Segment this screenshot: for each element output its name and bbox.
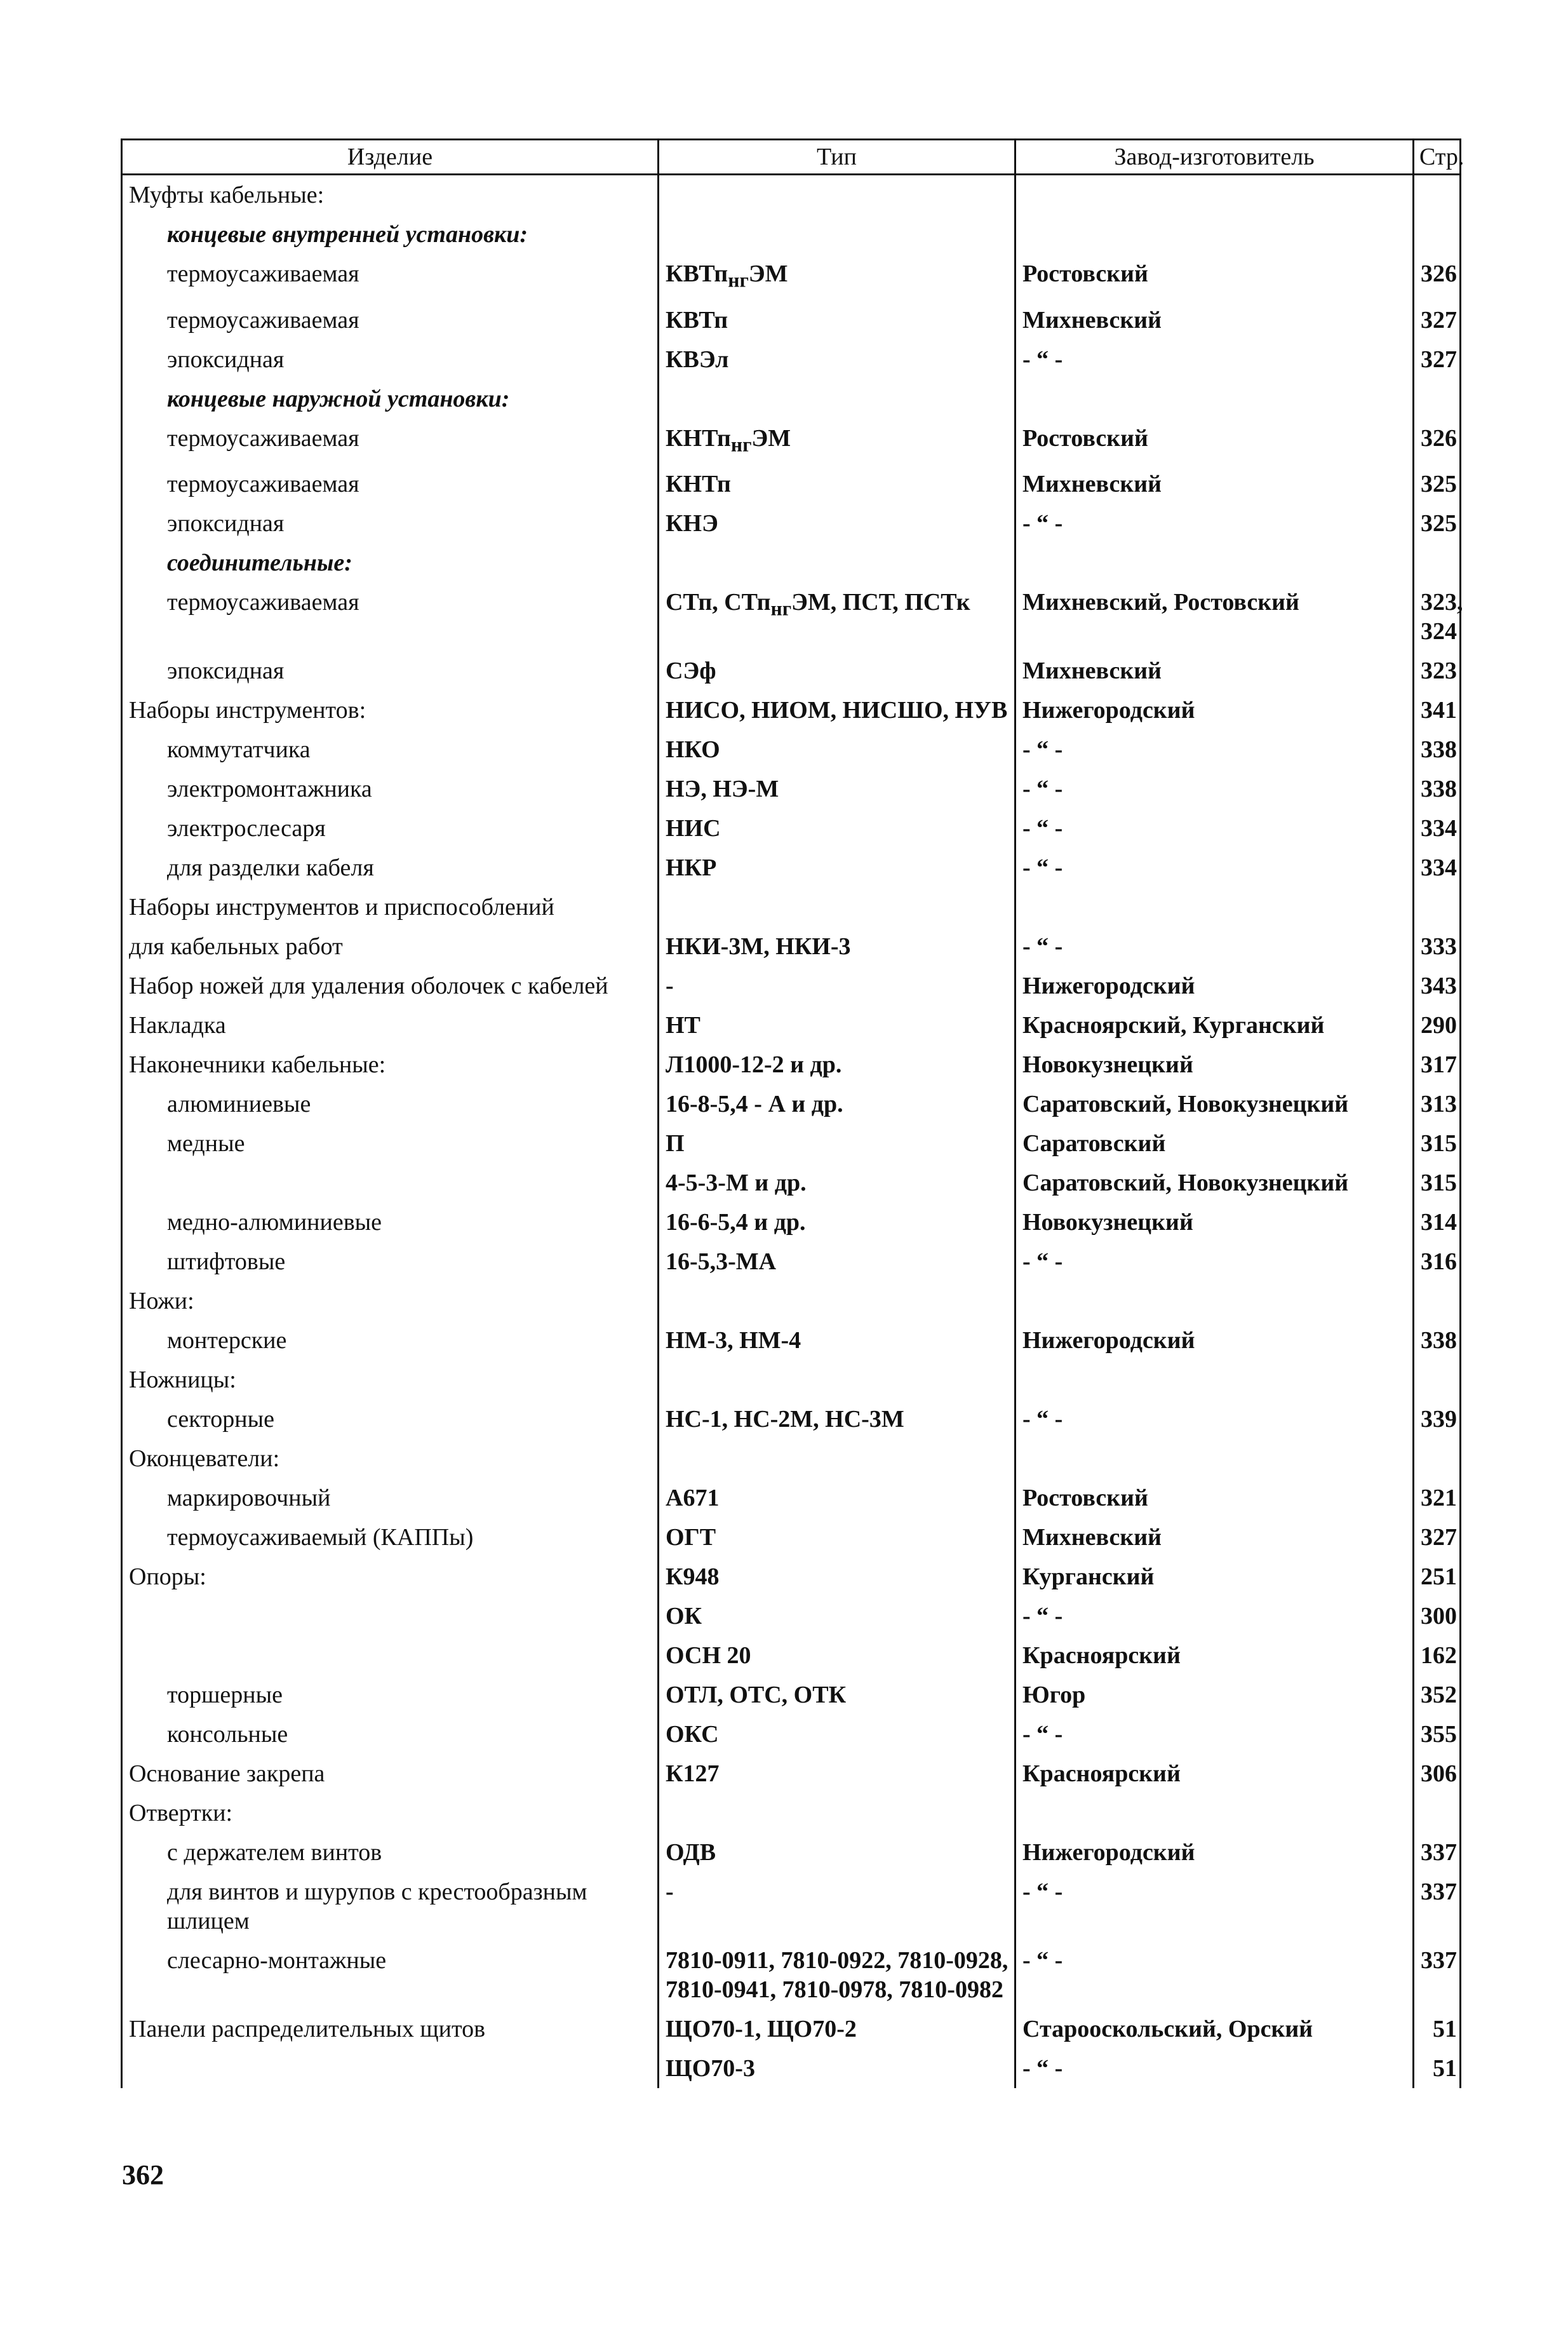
cell-maker: Красноярский — [1015, 1754, 1414, 1793]
cell-product: Набор ножей для удаления оболочек с кабелей — [122, 966, 659, 1006]
table-row — [122, 1045, 1461, 1084]
cell-type: НТ — [659, 1006, 1015, 1045]
table-row — [122, 175, 1461, 215]
cell-maker: - “ - — [1015, 769, 1414, 809]
cell-type — [659, 175, 1015, 215]
cell-type — [659, 1281, 1015, 1321]
cell-maker: Михневский, Ростовский — [1015, 583, 1414, 651]
cell-page — [1414, 175, 1461, 215]
cell-maker — [1015, 379, 1414, 419]
cell-product: коммутатчика — [122, 730, 659, 769]
table-row — [122, 1321, 1461, 1360]
cell-maker: - “ - — [1015, 1872, 1414, 1941]
cell-page: 338 — [1414, 1321, 1461, 1360]
cell-maker: Нижегородский — [1015, 1833, 1414, 1872]
cell-product: эпоксидная — [122, 651, 659, 691]
cell-product: Ножи: — [122, 1281, 659, 1321]
cell-product: Накладка — [122, 1006, 659, 1045]
cell-maker: Ростовский — [1015, 254, 1414, 300]
cell-page: 337 — [1414, 1941, 1461, 2009]
cell-product: Наборы инструментов и приспособлений — [122, 887, 659, 927]
table-row — [122, 769, 1461, 809]
cell-product: термоусаживаемая — [122, 300, 659, 340]
table-row — [122, 1203, 1461, 1242]
table-row — [122, 1518, 1461, 1557]
cell-product: Наборы инструментов: — [122, 691, 659, 730]
header-maker: Завод-изготовитель — [1015, 140, 1414, 175]
cell-page: 325 — [1414, 464, 1461, 504]
cell-product: термоусаживаемая — [122, 583, 659, 651]
cell-type: НЭ, НЭ-М — [659, 769, 1015, 809]
cell-type: Л1000-12-2 и др. — [659, 1045, 1015, 1084]
cell-page: 343 — [1414, 966, 1461, 1006]
table-row — [122, 254, 1461, 300]
cell-type: НМ-3, НМ-4 — [659, 1321, 1015, 1360]
cell-type: П — [659, 1124, 1015, 1163]
cell-maker — [1015, 1439, 1414, 1478]
cell-type: КВТп — [659, 300, 1015, 340]
cell-maker: Новокузнецкий — [1015, 1045, 1414, 1084]
cell-type: ОДВ — [659, 1833, 1015, 1872]
cell-type — [659, 887, 1015, 927]
cell-maker: - “ - — [1015, 809, 1414, 848]
table-row — [122, 651, 1461, 691]
cell-page: 355 — [1414, 1715, 1461, 1754]
cell-product: торшерные — [122, 1675, 659, 1715]
table-row — [122, 966, 1461, 1006]
cell-type — [659, 379, 1015, 419]
cell-page: 321 — [1414, 1478, 1461, 1518]
cell-maker: - “ - — [1015, 504, 1414, 543]
cell-page: 306 — [1414, 1754, 1461, 1793]
cell-maker — [1015, 215, 1414, 254]
table-row — [122, 927, 1461, 966]
header-product: Изделие — [122, 140, 659, 175]
cell-type: КНТп$_{нг}$ЭМ — [659, 419, 1015, 465]
cell-product: для винтов и шурупов с крестообразным шлицем — [122, 1872, 659, 1941]
cell-maker: - “ - — [1015, 1242, 1414, 1281]
cell-type: ОГТ — [659, 1518, 1015, 1557]
cell-product: термоусаживаемая — [122, 254, 659, 300]
cell-product: электрослесаря — [122, 809, 659, 848]
table-row — [122, 583, 1461, 651]
cell-type: 7810-0911, 7810-0922, 7810-0928, 7810-0941, 7810-0978, 7810-0982 — [659, 1941, 1015, 2009]
cell-type: НИСО, НИОМ, НИСШО, НУВ — [659, 691, 1015, 730]
cell-page — [1414, 543, 1461, 583]
cell-type: ЩО70-1, ЩО70-2 — [659, 2009, 1015, 2049]
cell-type: - — [659, 1872, 1015, 1941]
cell-page: 337 — [1414, 1872, 1461, 1941]
cell-page: 341 — [1414, 691, 1461, 730]
cell-product — [122, 1636, 659, 1675]
cell-maker — [1015, 887, 1414, 927]
table-row — [122, 1360, 1461, 1400]
cell-maker — [1015, 1360, 1414, 1400]
table-row — [122, 1872, 1461, 1941]
table-row — [122, 1478, 1461, 1518]
cell-type — [659, 1439, 1015, 1478]
cell-type: КВТп$_{нг}$ЭМ — [659, 254, 1015, 300]
cell-maker: Михневский — [1015, 1518, 1414, 1557]
cell-product — [122, 1163, 659, 1203]
cell-maker: - “ - — [1015, 1596, 1414, 1636]
cell-product: маркировочный — [122, 1478, 659, 1518]
cell-maker: - “ - — [1015, 848, 1414, 887]
catalog-table — [121, 138, 1464, 2088]
table-row — [122, 848, 1461, 887]
cell-product: монтерские — [122, 1321, 659, 1360]
cell-page: 51 — [1414, 2049, 1461, 2088]
cell-maker: Югор — [1015, 1675, 1414, 1715]
cell-page — [1414, 1281, 1461, 1321]
cell-maker: - “ - — [1015, 1941, 1414, 2009]
cell-page: 162 — [1414, 1636, 1461, 1675]
cell-type: 16-5,3-МА — [659, 1242, 1015, 1281]
cell-type: ОСН 20 — [659, 1636, 1015, 1675]
cell-maker: - “ - — [1015, 2049, 1414, 2088]
cell-page: 334 — [1414, 809, 1461, 848]
table-row — [122, 1557, 1461, 1596]
table-row — [122, 1084, 1461, 1124]
cell-type — [659, 1793, 1015, 1833]
cell-type: ЩО70-3 — [659, 2049, 1015, 2088]
cell-product: концевые внутренней установки: — [122, 215, 659, 254]
cell-maker: - “ - — [1015, 1400, 1414, 1439]
cell-product: Ножницы: — [122, 1360, 659, 1400]
cell-maker: Красноярский, Курганский — [1015, 1006, 1414, 1045]
cell-product: Муфты кабельные: — [122, 175, 659, 215]
cell-page: 300 — [1414, 1596, 1461, 1636]
cell-product: электромонтажника — [122, 769, 659, 809]
cell-maker: - “ - — [1015, 730, 1414, 769]
cell-product: медные — [122, 1124, 659, 1163]
cell-product: Панели распределительных щитов — [122, 2009, 659, 2049]
table-row — [122, 1715, 1461, 1754]
table-body — [122, 175, 1461, 2089]
table-row — [122, 1124, 1461, 1163]
cell-page: 326 — [1414, 254, 1461, 300]
cell-product: медно-алюминиевые — [122, 1203, 659, 1242]
cell-page: 334 — [1414, 848, 1461, 887]
cell-page: 327 — [1414, 340, 1461, 379]
cell-page: 323 — [1414, 651, 1461, 691]
table-row — [122, 1439, 1461, 1478]
table-row — [122, 1006, 1461, 1045]
cell-page — [1414, 215, 1461, 254]
table-row — [122, 464, 1461, 504]
cell-page — [1414, 379, 1461, 419]
table-row — [122, 379, 1461, 419]
cell-page: 323, 324 — [1414, 583, 1461, 651]
cell-type: СТп, СТп$_{нг}$ЭМ, ПСТ, ПСТк — [659, 583, 1015, 651]
cell-maker — [1015, 175, 1414, 215]
table-row — [122, 1242, 1461, 1281]
cell-page: 290 — [1414, 1006, 1461, 1045]
cell-page: 315 — [1414, 1163, 1461, 1203]
table-row — [122, 543, 1461, 583]
cell-type: К127 — [659, 1754, 1015, 1793]
cell-type — [659, 1360, 1015, 1400]
header-page: Стр. — [1414, 140, 1461, 175]
cell-maker: Саратовский — [1015, 1124, 1414, 1163]
cell-type: ОТЛ, ОТС, ОТК — [659, 1675, 1015, 1715]
table-row — [122, 887, 1461, 927]
cell-maker: - “ - — [1015, 927, 1414, 966]
table-row — [122, 1833, 1461, 1872]
cell-type: - — [659, 966, 1015, 1006]
cell-page: 338 — [1414, 730, 1461, 769]
cell-product: алюминиевые — [122, 1084, 659, 1124]
header-type: Тип — [659, 140, 1015, 175]
cell-maker: Нижегородский — [1015, 966, 1414, 1006]
cell-maker: Красноярский — [1015, 1636, 1414, 1675]
cell-product: Опоры: — [122, 1557, 659, 1596]
cell-page: 338 — [1414, 769, 1461, 809]
table-row — [122, 1400, 1461, 1439]
cell-type: КВЭл — [659, 340, 1015, 379]
cell-type: 16-8-5,4 - А и др. — [659, 1084, 1015, 1124]
table-row — [122, 1793, 1461, 1833]
cell-product: слесарно-монтажные — [122, 1941, 659, 2009]
cell-product: эпоксидная — [122, 340, 659, 379]
cell-type: НС-1, НС-2М, НС-3М — [659, 1400, 1015, 1439]
table-row — [122, 419, 1461, 465]
page-number: 362 — [122, 2159, 164, 2190]
cell-type: ОК — [659, 1596, 1015, 1636]
cell-page: 315 — [1414, 1124, 1461, 1163]
cell-maker: Саратовский, Новокузнецкий — [1015, 1163, 1414, 1203]
cell-page: 352 — [1414, 1675, 1461, 1715]
cell-page: 251 — [1414, 1557, 1461, 1596]
cell-page: 327 — [1414, 300, 1461, 340]
cell-type: НКО — [659, 730, 1015, 769]
cell-type: СЭф — [659, 651, 1015, 691]
table-row — [122, 2049, 1461, 2088]
table-row — [122, 730, 1461, 769]
cell-type: ОКС — [659, 1715, 1015, 1754]
table-row — [122, 1754, 1461, 1793]
table-row — [122, 1281, 1461, 1321]
cell-product: эпоксидная — [122, 504, 659, 543]
cell-product: Оконцеватели: — [122, 1439, 659, 1478]
cell-type: К948 — [659, 1557, 1015, 1596]
cell-product: консольные — [122, 1715, 659, 1754]
cell-maker: Нижегородский — [1015, 1321, 1414, 1360]
table-row — [122, 2009, 1461, 2049]
cell-page: 339 — [1414, 1400, 1461, 1439]
table-row — [122, 215, 1461, 254]
cell-maker: - “ - — [1015, 1715, 1414, 1754]
cell-page: 337 — [1414, 1833, 1461, 1872]
cell-type: 16-6-5,4 и др. — [659, 1203, 1015, 1242]
cell-type: НИС — [659, 809, 1015, 848]
cell-page: 316 — [1414, 1242, 1461, 1281]
cell-maker: Новокузнецкий — [1015, 1203, 1414, 1242]
cell-page: 317 — [1414, 1045, 1461, 1084]
cell-page: 314 — [1414, 1203, 1461, 1242]
table-row — [122, 1636, 1461, 1675]
cell-page: 313 — [1414, 1084, 1461, 1124]
cell-type: НКР — [659, 848, 1015, 887]
cell-page: 326 — [1414, 419, 1461, 465]
cell-page — [1414, 1360, 1461, 1400]
cell-product: Основание закрепа — [122, 1754, 659, 1793]
cell-product: термоусаживаемая — [122, 419, 659, 465]
cell-type: КНЭ — [659, 504, 1015, 543]
cell-type: 4-5-3-М и др. — [659, 1163, 1015, 1203]
table-row — [122, 504, 1461, 543]
cell-maker: Михневский — [1015, 464, 1414, 504]
cell-page: 333 — [1414, 927, 1461, 966]
cell-maker: Нижегородский — [1015, 691, 1414, 730]
cell-maker: Михневский — [1015, 300, 1414, 340]
cell-product: секторные — [122, 1400, 659, 1439]
cell-maker: Ростовский — [1015, 419, 1414, 465]
cell-page — [1414, 1793, 1461, 1833]
cell-maker: Старооскольский, Орский — [1015, 2009, 1414, 2049]
table-row — [122, 1163, 1461, 1203]
cell-maker — [1015, 1281, 1414, 1321]
cell-type: НКИ-3М, НКИ-3 — [659, 927, 1015, 966]
table-row — [122, 691, 1461, 730]
table-header — [122, 140, 1464, 175]
cell-page: 327 — [1414, 1518, 1461, 1557]
cell-type — [659, 215, 1015, 254]
cell-maker: Курганский — [1015, 1557, 1414, 1596]
cell-page: 325 — [1414, 504, 1461, 543]
cell-product: соединительные: — [122, 543, 659, 583]
table-row — [122, 809, 1461, 848]
cell-product — [122, 1596, 659, 1636]
cell-maker — [1015, 543, 1414, 583]
cell-product: с держателем винтов — [122, 1833, 659, 1872]
cell-type: А671 — [659, 1478, 1015, 1518]
cell-maker: Михневский — [1015, 651, 1414, 691]
cell-maker: Ростовский — [1015, 1478, 1414, 1518]
table-row — [122, 1675, 1461, 1715]
table-row — [122, 1941, 1461, 2009]
cell-product: концевые наружной установки: — [122, 379, 659, 419]
table-row — [122, 1596, 1461, 1636]
cell-type — [659, 543, 1015, 583]
cell-maker — [1015, 1793, 1414, 1833]
cell-product: штифтовые — [122, 1242, 659, 1281]
cell-page — [1414, 1439, 1461, 1478]
cell-product: для кабельных работ — [122, 927, 659, 966]
table-row — [122, 340, 1461, 379]
cell-product: Наконечники кабельные: — [122, 1045, 659, 1084]
cell-page: 51 — [1414, 2009, 1461, 2049]
table-row — [122, 300, 1461, 340]
cell-product: термоусаживаемая — [122, 464, 659, 504]
cell-product: Отвертки: — [122, 1793, 659, 1833]
cell-type: КНТп — [659, 464, 1015, 504]
cell-product: для разделки кабеля — [122, 848, 659, 887]
cell-maker: Саратовский, Новокузнецкий — [1015, 1084, 1414, 1124]
cell-product — [122, 2049, 659, 2088]
cell-maker: - “ - — [1015, 340, 1414, 379]
cell-page — [1414, 887, 1461, 927]
cell-product: термоусаживаемый (КАППы) — [122, 1518, 659, 1557]
